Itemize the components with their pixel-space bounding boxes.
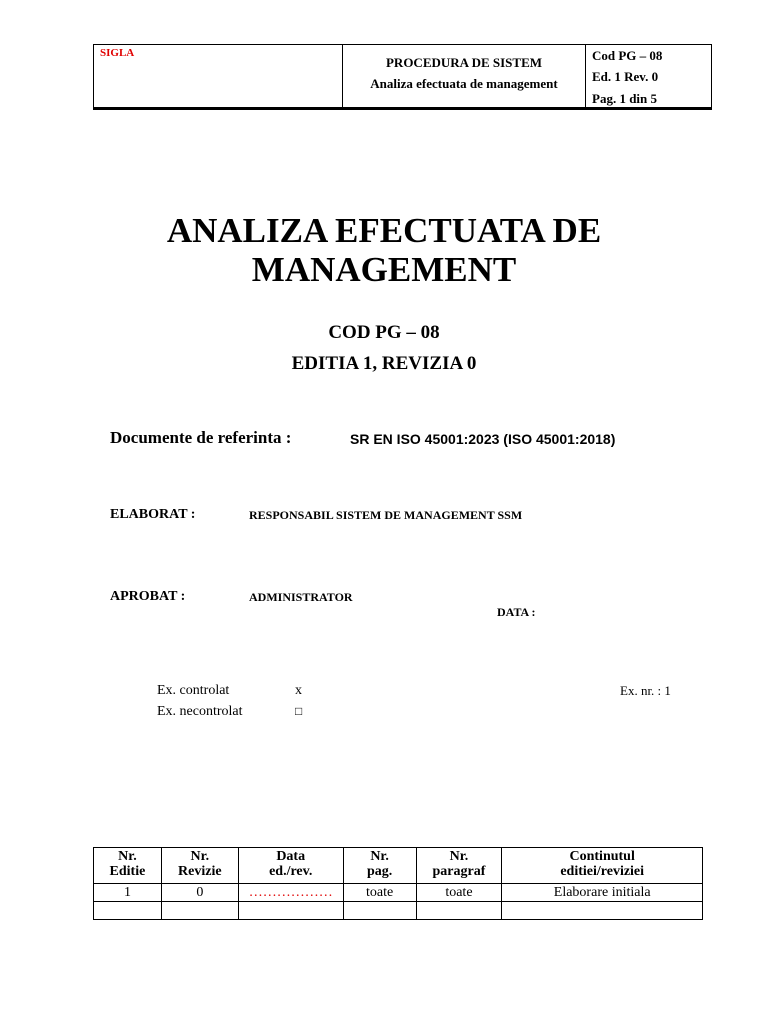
procedure-name: Analiza efectuata de management: [370, 76, 558, 91]
aprobat-label: APROBAT :: [110, 589, 186, 604]
procedure-title-cell: [343, 45, 586, 107]
cell-pages: toate: [343, 884, 416, 902]
revision-history-table: [93, 847, 703, 920]
controlled-copy-label: Ex. controlat: [157, 683, 230, 698]
logo-placeholder: SIGLA: [100, 47, 135, 59]
col-header-paragraph: Nr. paragraf: [416, 848, 502, 884]
page-number: Pag. 1 din 5: [592, 91, 658, 106]
date-label: DATA :: [497, 605, 536, 619]
col-header-edition: Nr. Editie: [94, 848, 162, 884]
edition-revision-line: EDITIA 1, REVIZIA 0: [291, 353, 477, 374]
col-header-content: Continutul editiei/reviziei: [502, 848, 703, 884]
cell-paragraph: toate: [416, 884, 502, 902]
procedure-code: COD PG – 08: [328, 322, 440, 343]
elaborat-value: RESPONSABIL SISTEM DE MANAGEMENT SSM: [249, 508, 523, 522]
references-label: Documente de referinta :: [110, 428, 292, 447]
table-header-row: [94, 848, 703, 884]
logo-cell: [94, 45, 343, 107]
cell-date: [238, 902, 343, 920]
cell-date: ………………: [238, 884, 343, 902]
references-value: SR EN ISO 45001:2023 (ISO 45001:2018): [350, 431, 616, 447]
aprobat-value: ADMINISTRATOR: [249, 590, 353, 604]
cell-revision: 0: [161, 884, 238, 902]
cell-revision: [161, 902, 238, 920]
elaborat-label: ELABORAT :: [110, 507, 196, 522]
cell-edition: [94, 902, 162, 920]
uncontrolled-checkbox-icon: □: [295, 704, 303, 718]
copy-number: Ex. nr. : 1: [620, 683, 671, 698]
document-code: Cod PG – 08: [592, 48, 663, 63]
procedure-type: PROCEDURA DE SISTEM: [385, 55, 543, 70]
uncontrolled-copy-label: Ex. necontrolat: [157, 704, 243, 719]
table-row: [94, 902, 703, 920]
col-header-date: Data ed./rev.: [238, 848, 343, 884]
controlled-copy-mark: x: [295, 683, 302, 698]
cell-content: Elaborare initiala: [502, 884, 703, 902]
cell-edition: 1: [94, 884, 162, 902]
document-header: [93, 44, 712, 110]
document-info-cell: [586, 45, 711, 107]
document-title-line-2: MANAGEMENT: [251, 250, 517, 289]
cell-pages: [343, 902, 416, 920]
col-header-pages: Nr. pag.: [343, 848, 416, 884]
table-row: [94, 884, 703, 902]
cell-content: [502, 902, 703, 920]
col-header-revision: Nr. Revizie: [161, 848, 238, 884]
document-title-line-1: ANALIZA EFECTUATA DE: [166, 211, 602, 250]
edition-revision: Ed. 1 Rev. 0: [592, 69, 659, 84]
cell-paragraph: [416, 902, 502, 920]
